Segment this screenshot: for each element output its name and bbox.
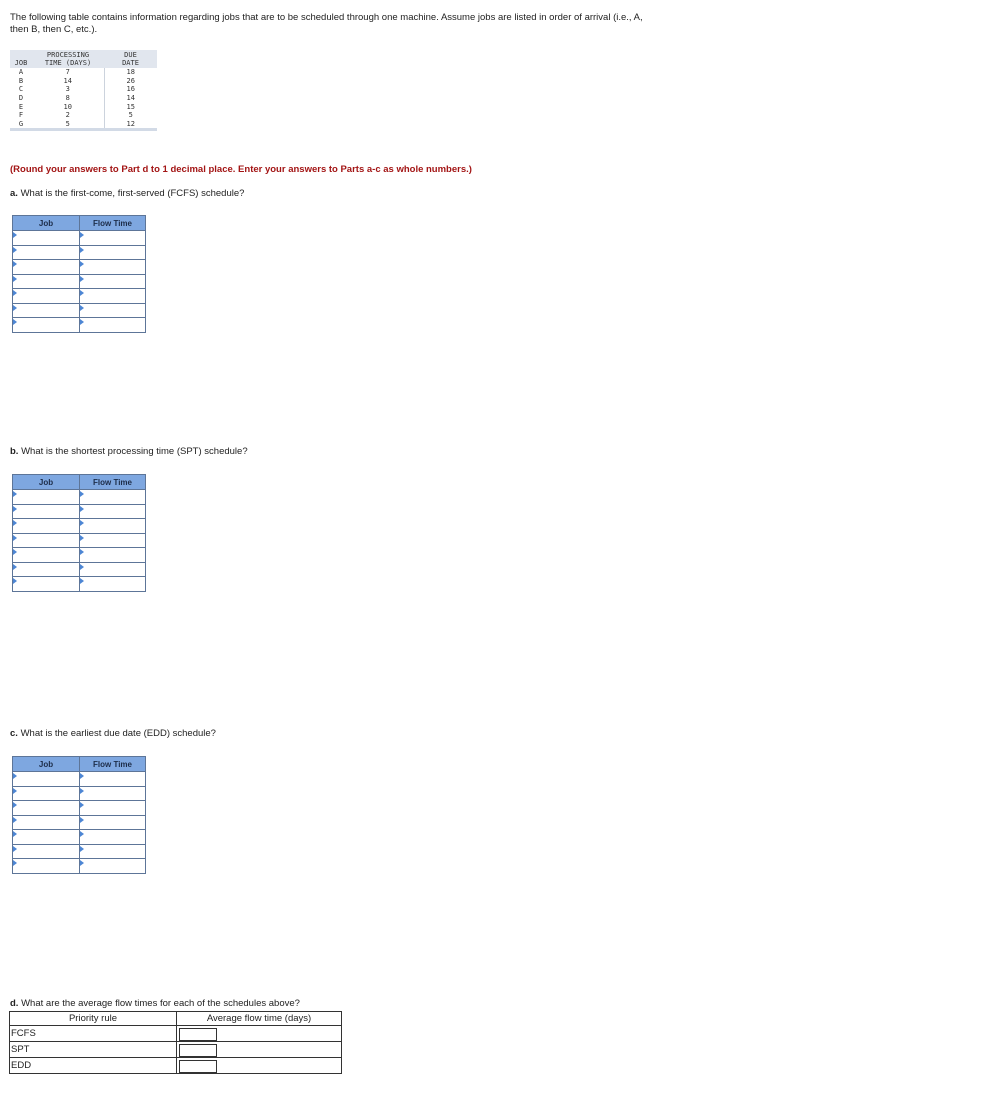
jobs-table-row (10, 68, 157, 77)
schedule-row (13, 274, 146, 289)
job-answer-input[interactable] (13, 519, 79, 533)
table-footer-bar (10, 128, 157, 131)
job-answer-input[interactable] (13, 534, 79, 548)
due-date-cell: 14 (104, 94, 157, 103)
job-cell: E (18, 102, 24, 111)
job-answer-input[interactable] (13, 304, 79, 318)
job-answer-cell[interactable] (13, 801, 80, 816)
dropdown-caret-icon (80, 860, 84, 866)
schedule-row (13, 548, 146, 563)
problem-intro: The following table contains information regarding jobs that are to be scheduled through one machine. Assume jobs are listed in order of arrival (i.e., A, then B, then C, etc.). (10, 12, 643, 35)
flow-time-answer-cell[interactable] (80, 318, 146, 333)
flow-time-answer-cell[interactable] (80, 245, 146, 260)
dropdown-caret-icon (80, 247, 84, 253)
dropdown-caret-icon (13, 261, 17, 267)
dropdown-caret-icon (13, 549, 17, 555)
dropdown-caret-icon (13, 276, 17, 282)
dropdown-caret-icon (13, 290, 17, 296)
dropdown-caret-icon (80, 520, 84, 526)
processing-time-cell: 8 (65, 94, 70, 103)
header-due-date: DUE DATE (104, 50, 157, 68)
flow-time-answer-input[interactable] (80, 275, 145, 289)
schedule-row (13, 245, 146, 260)
edd-schedule-table (12, 756, 146, 874)
dropdown-caret-icon (13, 802, 17, 808)
job-answer-input[interactable] (13, 260, 79, 274)
job-answer-cell[interactable] (13, 562, 80, 577)
jobs-table-row (10, 120, 157, 129)
job-answer-cell[interactable] (13, 245, 80, 260)
flow-time-answer-cell[interactable] (80, 289, 146, 304)
flow-time-answer-cell[interactable] (80, 815, 146, 830)
flow-time-answer-cell[interactable] (80, 274, 146, 289)
flow-time-answer-input[interactable] (80, 859, 145, 873)
spt-schedule-table (12, 474, 146, 592)
schedule-row (13, 844, 146, 859)
schedule-header-job: Job (13, 475, 80, 490)
job-answer-input[interactable] (13, 830, 79, 844)
flow-time-answer-cell[interactable] (80, 303, 146, 318)
job-answer-cell[interactable] (13, 786, 80, 801)
job-answer-input[interactable] (13, 772, 79, 786)
question-d: d. What are the average flow times for each of the schedules above? (10, 998, 300, 1009)
due-date-cell: 5 (104, 111, 157, 120)
dropdown-caret-icon (13, 846, 17, 852)
job-answer-cell[interactable] (13, 519, 80, 534)
schedule-header-job: Job (13, 216, 80, 231)
job-answer-cell[interactable] (13, 289, 80, 304)
dropdown-caret-icon (80, 564, 84, 570)
average-flow-time-input[interactable] (179, 1028, 217, 1041)
processing-time-cell: 7 (65, 68, 70, 77)
flow-time-answer-input[interactable] (80, 490, 145, 504)
schedule-row (13, 801, 146, 816)
dropdown-caret-icon (13, 831, 17, 837)
flow-time-answer-input[interactable] (80, 519, 145, 533)
average-flow-time-input[interactable] (179, 1044, 217, 1057)
processing-time-cell: 3 (65, 85, 70, 94)
job-answer-input[interactable] (13, 577, 79, 591)
dropdown-caret-icon (80, 831, 84, 837)
avg-row-edd (10, 1058, 342, 1074)
job-answer-cell[interactable] (13, 231, 80, 246)
question-b: b. What is the shortest processing time (SPT) schedule? (10, 446, 248, 457)
dropdown-caret-icon (80, 788, 84, 794)
job-answer-cell[interactable] (13, 844, 80, 859)
dropdown-caret-icon (13, 232, 17, 238)
job-answer-cell[interactable] (13, 815, 80, 830)
flow-time-answer-input[interactable] (80, 563, 145, 577)
jobs-table-row (10, 111, 157, 120)
flow-time-answer-cell[interactable] (80, 772, 146, 787)
dropdown-caret-icon (13, 535, 17, 541)
due-date-cell: 16 (104, 85, 157, 94)
job-answer-cell[interactable] (13, 260, 80, 275)
footer-bar-cell (10, 128, 157, 131)
dropdown-caret-icon (13, 491, 17, 497)
flow-time-answer-cell[interactable] (80, 490, 146, 505)
jobs-table-row (10, 77, 157, 86)
flow-time-answer-cell[interactable] (80, 562, 146, 577)
dropdown-caret-icon (13, 305, 17, 311)
flow-time-answer-cell[interactable] (80, 548, 146, 563)
dropdown-caret-icon (80, 290, 84, 296)
flow-time-answer-input[interactable] (80, 801, 145, 815)
job-answer-input[interactable] (13, 845, 79, 859)
job-answer-cell[interactable] (13, 830, 80, 845)
job-answer-cell[interactable] (13, 577, 80, 592)
dropdown-caret-icon (80, 261, 84, 267)
processing-time-cell: 5 (65, 119, 70, 128)
dropdown-caret-icon (80, 319, 84, 325)
job-answer-cell[interactable] (13, 490, 80, 505)
job-answer-cell[interactable] (13, 859, 80, 874)
schedule-row (13, 504, 146, 519)
flow-time-answer-cell[interactable] (80, 844, 146, 859)
average-flow-time-table (9, 1011, 342, 1074)
due-date-cell: 15 (104, 102, 157, 111)
dropdown-caret-icon (13, 773, 17, 779)
dropdown-caret-icon (13, 564, 17, 570)
priority-rule-label: EDD (10, 1058, 177, 1074)
processing-time-cell: 2 (65, 111, 70, 120)
schedule-row (13, 533, 146, 548)
processing-time-cell: 14 (63, 76, 72, 85)
schedule-header-flow-time: Flow Time (80, 757, 146, 772)
flow-time-answer-cell[interactable] (80, 519, 146, 534)
flow-time-answer-cell[interactable] (80, 533, 146, 548)
flow-time-answer-cell[interactable] (80, 504, 146, 519)
flow-time-answer-input[interactable] (80, 772, 145, 786)
dropdown-caret-icon (80, 549, 84, 555)
flow-time-answer-input[interactable] (80, 845, 145, 859)
job-cell: D (18, 94, 24, 103)
schedule-header-job: Job (13, 757, 80, 772)
flow-time-answer-cell[interactable] (80, 830, 146, 845)
schedule-row (13, 577, 146, 592)
schedule-row (13, 260, 146, 275)
job-answer-input[interactable] (13, 548, 79, 562)
flow-time-answer-input[interactable] (80, 534, 145, 548)
dropdown-caret-icon (80, 491, 84, 497)
schedule-row (13, 303, 146, 318)
fcfs-schedule-table (12, 215, 146, 333)
job-answer-cell[interactable] (13, 504, 80, 519)
header-processing-time: PROCESSING TIME (DAYS) (32, 50, 104, 68)
header-priority-rule: Priority rule (10, 1012, 177, 1026)
jobs-table-row (10, 85, 157, 94)
flow-time-answer-cell[interactable] (80, 260, 146, 275)
schedule-row (13, 815, 146, 830)
job-answer-input[interactable] (13, 787, 79, 801)
flow-time-answer-input[interactable] (80, 548, 145, 562)
job-answer-cell[interactable] (13, 548, 80, 563)
job-answer-input[interactable] (13, 801, 79, 815)
dropdown-caret-icon (13, 788, 17, 794)
job-answer-input[interactable] (13, 246, 79, 260)
schedule-header-flow-time: Flow Time (80, 216, 146, 231)
job-answer-input[interactable] (13, 859, 79, 873)
average-flow-time-input[interactable] (179, 1060, 217, 1073)
processing-time-cell: 10 (63, 102, 72, 111)
flow-time-answer-input[interactable] (80, 289, 145, 303)
header-job: JOB (10, 50, 32, 68)
job-cell: A (18, 68, 24, 77)
job-answer-cell[interactable] (13, 772, 80, 787)
due-date-cell: 12 (104, 120, 157, 129)
flow-time-answer-input[interactable] (80, 231, 145, 245)
header-average-flow-time: Average flow time (days) (177, 1012, 342, 1026)
schedule-header-flow-time: Flow Time (80, 475, 146, 490)
job-answer-input[interactable] (13, 490, 79, 504)
flow-time-answer-cell[interactable] (80, 786, 146, 801)
job-answer-input[interactable] (13, 275, 79, 289)
dropdown-caret-icon (13, 860, 17, 866)
jobs-table-row (10, 102, 157, 111)
dropdown-caret-icon (80, 817, 84, 823)
job-answer-cell[interactable] (13, 303, 80, 318)
dropdown-caret-icon (13, 578, 17, 584)
flow-time-answer-input[interactable] (80, 304, 145, 318)
question-c: c. What is the earliest due date (EDD) schedule? (10, 728, 216, 739)
job-answer-input[interactable] (13, 231, 79, 245)
job-cell: F (18, 111, 24, 120)
due-date-cell: 26 (104, 77, 157, 86)
question-a: a. What is the first-come, first-served (FCFS) schedule? (10, 188, 245, 199)
flow-time-answer-cell[interactable] (80, 231, 146, 246)
flow-time-answer-cell[interactable] (80, 801, 146, 816)
dropdown-caret-icon (13, 506, 17, 512)
schedule-row (13, 490, 146, 505)
schedule-row (13, 231, 146, 246)
flow-time-answer-input[interactable] (80, 505, 145, 519)
job-cell: C (18, 85, 24, 94)
flow-time-answer-input[interactable] (80, 830, 145, 844)
avg-row-fcfs (10, 1026, 342, 1042)
job-answer-cell[interactable] (13, 533, 80, 548)
priority-rule-label: SPT (10, 1042, 177, 1058)
jobs-data-table (10, 50, 157, 131)
dropdown-caret-icon (13, 247, 17, 253)
schedule-row (13, 786, 146, 801)
jobs-table-row (10, 94, 157, 103)
job-answer-input[interactable] (13, 289, 79, 303)
flow-time-answer-input[interactable] (80, 260, 145, 274)
dropdown-caret-icon (13, 817, 17, 823)
job-answer-cell[interactable] (13, 274, 80, 289)
flow-time-answer-input[interactable] (80, 318, 145, 332)
average-flow-time-cell (177, 1042, 342, 1058)
schedule-row (13, 289, 146, 304)
flow-time-answer-input[interactable] (80, 246, 145, 260)
dropdown-caret-icon (80, 535, 84, 541)
schedule-row (13, 772, 146, 787)
job-answer-input[interactable] (13, 816, 79, 830)
schedule-row (13, 562, 146, 577)
job-cell: G (18, 119, 24, 128)
rounding-instruction: (Round your answers to Part d to 1 decimal place. Enter your answers to Parts a-c as whole numbers.) (10, 164, 472, 175)
dropdown-caret-icon (80, 578, 84, 584)
dropdown-caret-icon (80, 802, 84, 808)
flow-time-answer-input[interactable] (80, 577, 145, 591)
schedule-row (13, 318, 146, 333)
flow-time-answer-cell[interactable] (80, 859, 146, 874)
flow-time-answer-input[interactable] (80, 816, 145, 830)
dropdown-caret-icon (80, 276, 84, 282)
flow-time-answer-input[interactable] (80, 787, 145, 801)
dropdown-caret-icon (80, 846, 84, 852)
job-answer-input[interactable] (13, 505, 79, 519)
dropdown-caret-icon (13, 520, 17, 526)
average-flow-time-cell (177, 1058, 342, 1074)
due-date-cell: 18 (104, 68, 157, 77)
job-answer-cell[interactable] (13, 318, 80, 333)
dropdown-caret-icon (80, 506, 84, 512)
priority-rule-label: FCFS (10, 1026, 177, 1042)
job-cell: B (18, 76, 24, 85)
average-flow-time-cell (177, 1026, 342, 1042)
job-answer-input[interactable] (13, 318, 79, 332)
dropdown-caret-icon (13, 319, 17, 325)
flow-time-answer-cell[interactable] (80, 577, 146, 592)
avg-row-spt (10, 1042, 342, 1058)
dropdown-caret-icon (80, 305, 84, 311)
schedule-row (13, 519, 146, 534)
schedule-row (13, 830, 146, 845)
job-answer-input[interactable] (13, 563, 79, 577)
dropdown-caret-icon (80, 773, 84, 779)
schedule-row (13, 859, 146, 874)
dropdown-caret-icon (80, 232, 84, 238)
